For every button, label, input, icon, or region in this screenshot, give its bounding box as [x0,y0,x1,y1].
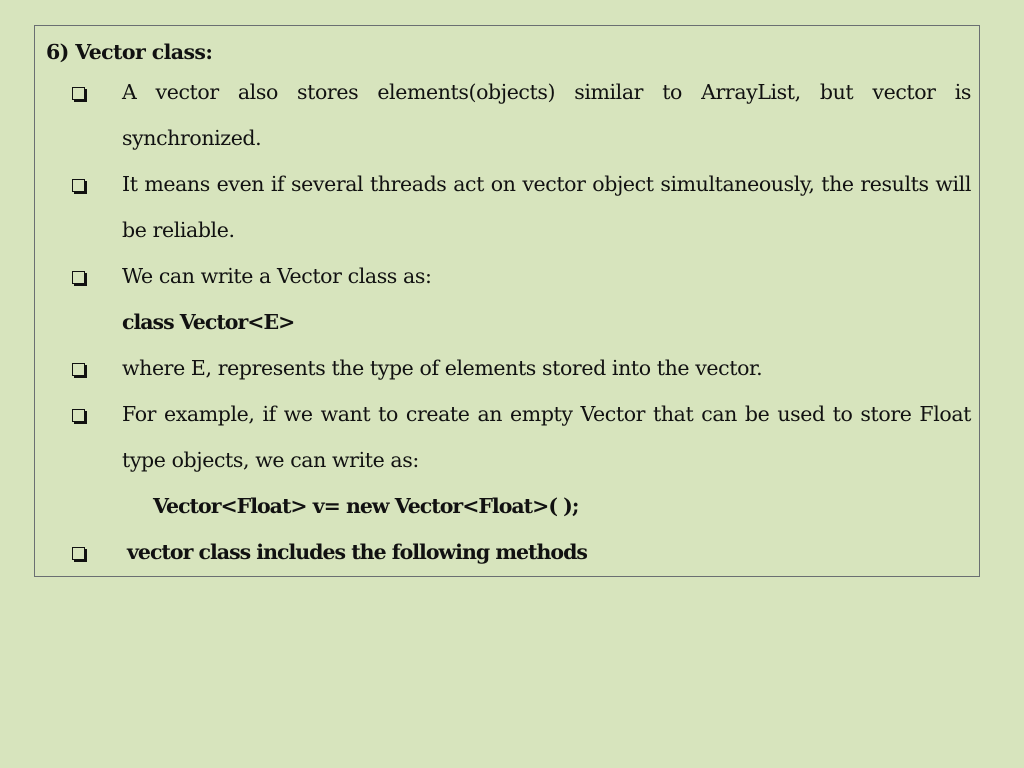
square-bullet-icon [72,179,85,192]
square-bullet-icon [72,87,85,100]
slide-content-box [34,25,980,577]
bullet-6-line-1: vector class includes the following methods [127,540,587,564]
bullet-5-line-2: type objects, we can write as: [122,448,419,472]
square-bullet-icon [72,547,85,560]
slide-title: 6) Vector class: [46,40,213,64]
bullet-4-line-1: where E, represents the type of elements stored into the vector. [122,356,763,380]
bullet-3-line-1: We can write a Vector class as: [122,264,432,288]
square-bullet-icon [72,363,85,376]
bullet-1-line-2: synchronized. [122,126,262,150]
bullet-1-line-1: A vector also stores elements(objects) similar to ArrayList, but vector is [122,80,971,104]
bullet-5-line-1: For example, if we want to create an empty Vector that can be used to store Float [122,402,971,426]
class-declaration-code: class Vector<E> [122,310,295,334]
bullet-2-line-1: It means even if several threads act on vector object simultaneously, the results will [122,172,971,196]
bullet-2-line-2: be reliable. [122,218,235,242]
square-bullet-icon [72,409,85,422]
vector-example-code: Vector<Float> v= new Vector<Float>( ); [153,494,579,518]
square-bullet-icon [72,271,85,284]
